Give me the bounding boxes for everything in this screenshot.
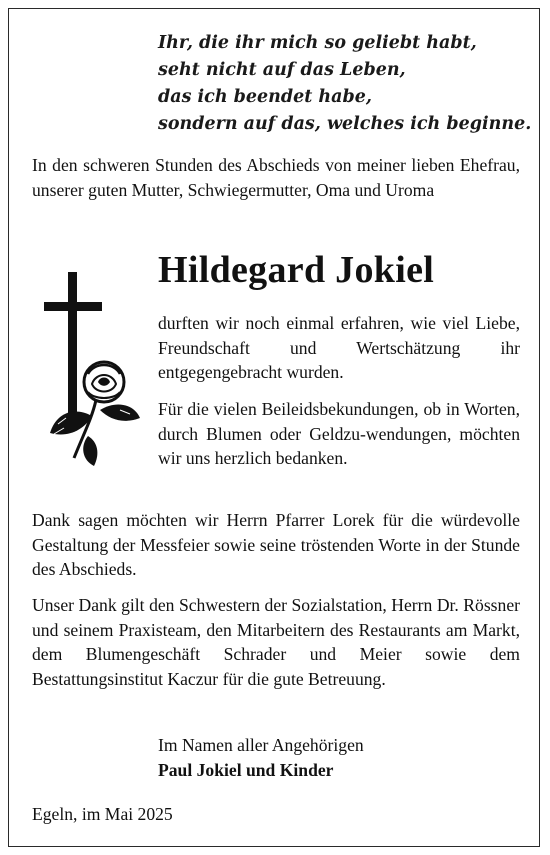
poem-line: sondern auf das, welches ich beginne. (158, 114, 532, 134)
poem-line: seht nicht auf das Leben, (158, 60, 406, 80)
poem-line: Ihr, die ihr mich so geliebt habt, (158, 33, 477, 53)
cross-horizontal-beam (44, 302, 102, 311)
poem-line: das ich beendet habe, (158, 87, 372, 107)
rose-leaf (83, 436, 97, 466)
signature-line: Im Namen aller Angehörigen (158, 735, 364, 755)
thanks-paragraph: Unser Dank gilt den Schwestern der Sozialstation, Herrn Dr. Rössner und seinem Praxisteam, den Mitarbeitern des Restaurants am Markt, dem Blumengeschäft Schrader und Meier sowie dem Bestattungsinstitut Kaczur für die gute Betreuung. (32, 595, 520, 689)
rose-leaf (100, 404, 140, 420)
signature-names: Paul Jokiel und Kinder (158, 759, 334, 780)
experience-paragraph: durften wir noch einmal erfahren, wie viel Liebe, Freundschaft und Wertschätzung ihr entgegengebracht wurden. (158, 313, 520, 382)
cross-with-rose-icon (44, 268, 144, 468)
signature-block (158, 733, 520, 782)
intro-paragraph: In den schweren Stunden des Abschieds von meiner lieben Ehefrau, unserer guten Mutter, Schwiegermutter, Oma und Uroma (32, 155, 520, 200)
pastor-paragraph: Dank sagen möchten wir Herrn Pfarrer Lorek für die würdevolle Gestaltung der Messfeier sowie seine tröstenden Worte in der Stunde des Abschieds. (32, 510, 520, 579)
poem (158, 30, 532, 138)
place-date: Egeln, im Mai 2025 (32, 804, 173, 824)
condolences-paragraph: Für die vielen Beileidsbekundungen, ob in Worten, durch Blumen oder Geldzu-wendungen, möchten wir uns herzlich bedanken. (158, 399, 520, 468)
deceased-name: Hildegard Jokiel (158, 249, 435, 291)
cross-vertical-beam (68, 272, 77, 422)
